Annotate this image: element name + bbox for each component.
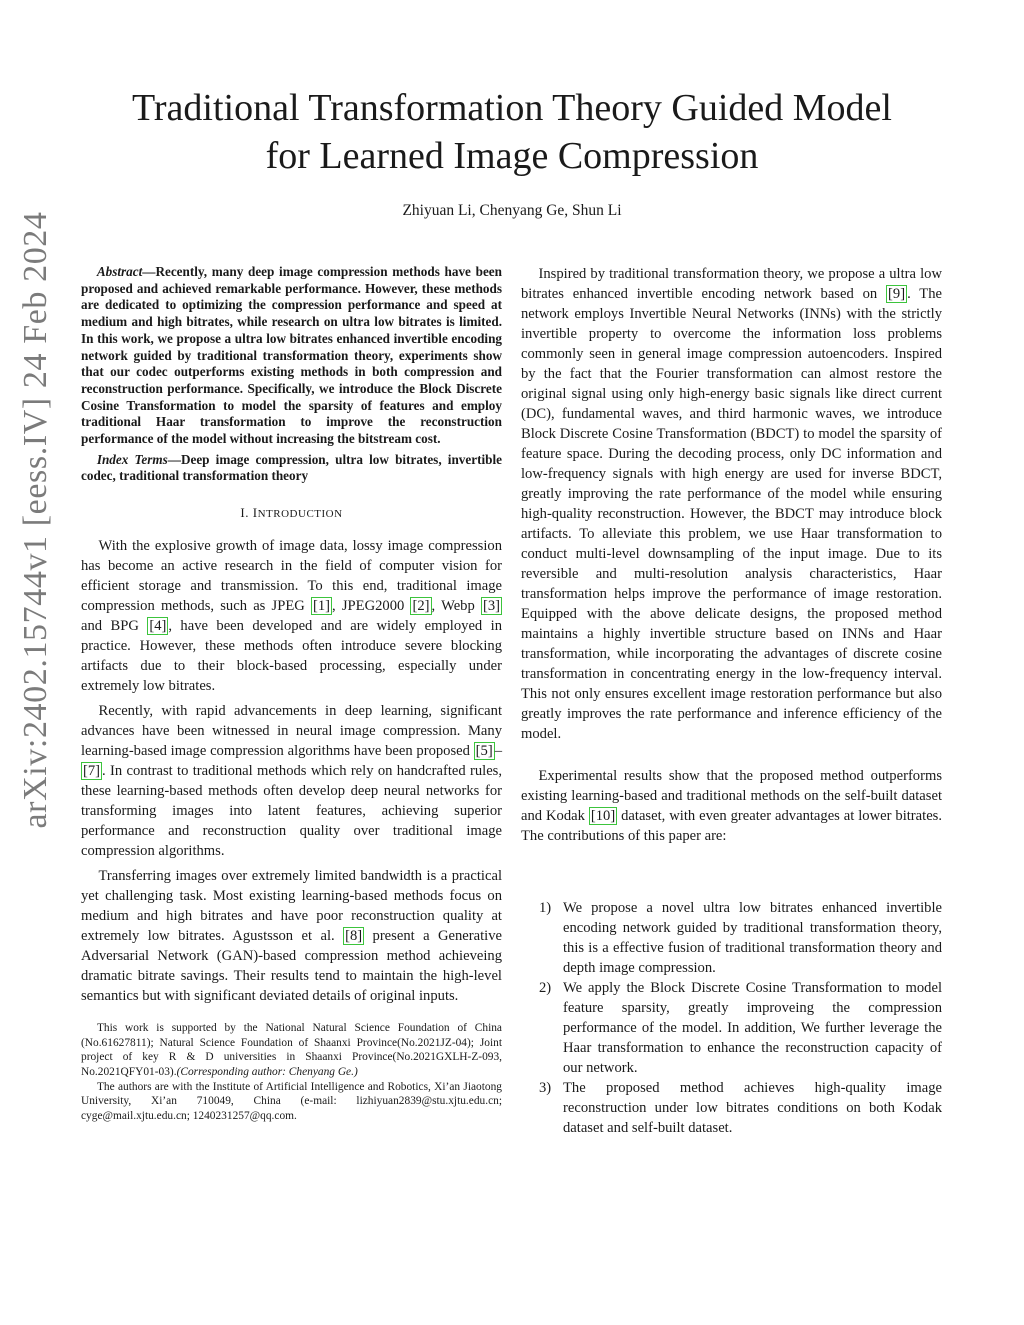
corresponding-author: (Corresponding author: Chenyang Ge.) bbox=[176, 1065, 358, 1078]
citation-link[interactable]: [5] bbox=[475, 743, 493, 760]
citation-link[interactable]: [9] bbox=[888, 286, 906, 302]
citation-link[interactable]: [10] bbox=[590, 808, 616, 824]
index-terms-text: —Deep image compression, ultra low bitrates, invertible codec, traditional transformation theory bbox=[81, 451, 502, 484]
contribution-item bbox=[521, 1078, 942, 1138]
contribution-item bbox=[521, 978, 942, 1078]
abstract bbox=[81, 264, 502, 448]
contribution-number: 2) bbox=[539, 980, 552, 996]
index-terms-lead: Index Terms bbox=[96, 451, 168, 467]
intro-paragraph-3 bbox=[81, 866, 502, 1006]
text-run: Experimental results show that the proposed method outperforms existing learning-based and traditional methods on the self-built dataset and Kodak bbox=[521, 768, 942, 824]
citation-link[interactable]: [7] bbox=[83, 763, 101, 780]
text-run: dataset, with even greater advantages at lower bitrates. The contributions of this paper are: bbox=[521, 808, 943, 844]
citation-link[interactable]: [4] bbox=[149, 618, 167, 635]
contribution-number: 3) bbox=[539, 1080, 552, 1096]
text-run: – bbox=[494, 743, 502, 760]
footnote-affiliation: The authors are with the Institute of Artificial Intelligence and Robotics, Xi’an Jiaotong University, Xi’an 710049, China (e-mail: lizhiyuan2839@stu.xjtu.edu.cn; cyge@mail.xjtu.edu.cn; 1240231257@qq.com. bbox=[81, 1080, 502, 1122]
text-run: This work is supported by the National Natural Science Foundation of China (No.61627811); Natural Science Foundation of Shaanxi Province(No.2021JZ-04); Joint project of key R & D universities in Shaanxi Province(No.2021GXLH-Z-093, No.2021QFY01-03). bbox=[81, 1022, 502, 1078]
text-run: , Webp bbox=[431, 598, 481, 615]
text-run: Transferring images over extremely limited bandwidth is a practical yet challenging task. Most existing learning-based methods focus on medium and high bitrates and have poor reconstruction quality at extremely low bitrates. Agustsson et al. bbox=[81, 868, 502, 945]
arxiv-identifier: arXiv:2402.15744v1 [eess.IV] 24 Feb 2024 bbox=[17, 211, 54, 829]
title-line-1: Traditional Transformation Theory Guided Model bbox=[132, 87, 892, 129]
section-cap: I bbox=[252, 505, 258, 521]
text-run: Recently, with rapid advancements in deep learning, significant advances have been witnessed in neural image compression. Many learning-based image compression algorithms have been proposed bbox=[81, 703, 502, 760]
contribution-item bbox=[521, 898, 942, 978]
intro-paragraph-2 bbox=[81, 701, 502, 861]
left-column bbox=[81, 264, 502, 1123]
contribution-text: We propose a novel ultra low bitrates enhanced invertible encoding network guided by traditional transformation theory, this is a effective fusion of traditional transformation theory and depth image compression. bbox=[563, 900, 942, 976]
contribution-number: 1) bbox=[539, 900, 552, 916]
contribution-text: The proposed method achieves high-quality image reconstruction under low bitrates conditions on both Kodak dataset and self-built dataset. bbox=[563, 1080, 942, 1136]
footnote-funding bbox=[81, 1021, 502, 1079]
citation-link[interactable]: [2] bbox=[412, 598, 430, 615]
text-run: and BPG bbox=[81, 618, 148, 635]
right-paragraph-1 bbox=[521, 264, 942, 744]
section-heading-introduction bbox=[81, 503, 502, 524]
text-run: With the explosive growth of image data, lossy image compression has become an active research in the field of computer vision for efficient storage and transmission. To this end, traditional image compression methods, such as JPEG bbox=[81, 538, 502, 615]
text-run: . In contrast to traditional methods which rely on handcrafted rules, these learning-based methods often develop deep neural networks for transforming images into latent features, achieving superior performance and reconstruction quality over traditional image compression algorithms. bbox=[81, 763, 502, 860]
abstract-text: —Recently, many deep image compression methods have been proposed and achieved remarkable performance. However, these methods are dedicated to optimizing the compression performance and speed at medium and high bitrates, while research on ultra low bitrates is limited. In this work, we propose a ultra low bitrates enhanced invertible encoding network guided by traditional transformation theory, experiments show that our codec outperforms existing methods in both compression and reconstruction performance. Specifically, we introduce the Block Discrete Cosine Transformation to model the sparsity of features and employ traditional Haar transformation to improve the reconstruction performance of the model without increasing the bitstream cost. bbox=[81, 264, 502, 447]
citation-link[interactable]: [3] bbox=[482, 598, 500, 615]
arxiv-sidebar bbox=[8, 60, 64, 980]
right-paragraph-2 bbox=[521, 766, 942, 846]
section-rest: NTRODUCTION bbox=[257, 508, 343, 521]
right-column bbox=[521, 264, 942, 1138]
citation-link[interactable]: [1] bbox=[312, 598, 331, 615]
index-terms bbox=[81, 452, 502, 485]
abstract-lead: Abstract bbox=[96, 264, 143, 279]
citation-link[interactable]: [8] bbox=[345, 928, 363, 945]
text-run: present a Generative Adversarial Network (GAN)-based compression method achieveing dramatic bitrate savings. Their results tend to maintain the high-level semantics but with significant deviated details of original inputs. bbox=[81, 928, 502, 1005]
contribution-list bbox=[521, 898, 942, 1138]
section-numeral: I. bbox=[240, 505, 253, 521]
text-run: , JPEG2000 bbox=[332, 598, 411, 615]
intro-paragraph-1 bbox=[81, 536, 502, 696]
contribution-text: We apply the Block Discrete Cosine Transformation to model feature sparsity, greatly improveing the compression performance of the model. In addition, We further leverage the Haar transformation to enhance the reconstruction capacity of our network. bbox=[563, 980, 942, 1076]
title-line-2: for Learned Image Compression bbox=[265, 135, 759, 177]
authors: Zhiyuan Li, Chenyang Ge, Shun Li bbox=[402, 202, 622, 219]
text-run: Inspired by traditional transformation theory, we propose a ultra low bitrates enhanced invertible encoding network based on bbox=[521, 266, 942, 302]
paper-title bbox=[60, 84, 964, 180]
text-run: . The network employs Invertible Neural Networks (INNs) with the strictly invertible property to overcome the information loss problems commonly seen in general image compression autoencoders. Inspired by the fact that the Fourier transformation can almost restore the original signal using only high-energy basic signals like direct current (DC), fundamental waves, and third harmonic waves, we introduce Block Discrete Cosine Transformation (BDCT) to model the sparsity of feature space. During the decoding process, only DC information and low-frequency signals with high energy are used for inverse BDCT, greatly improving the rate performance of the model while ensuring high-quality reconstruction. However, the BDCT may introduce block artifacts. To alleviate this problem, we use Haar transformation to conduct multi-level downsampling of the input image. Due to its reversible and multi-resolution analysis characteristics, Haar transformation helps improve the performance of image restoration. Equipped with the above delicate designs, the proposed method maintains a highly invertible structure based on INNs and Haar transformation, while incorporating the advantages of discrete cosine transformation in concentrating energy in the low-frequency interval. This not only ensures excellent image restoration performance but also greatly improves the rate performance and inference efficiency of the model. bbox=[521, 286, 942, 742]
text-run: , have been developed and are widely employed in practice. However, these methods often introduce severe blocking artifacts due to their block-based processing, especially under extremely low bitrates. bbox=[81, 618, 502, 695]
